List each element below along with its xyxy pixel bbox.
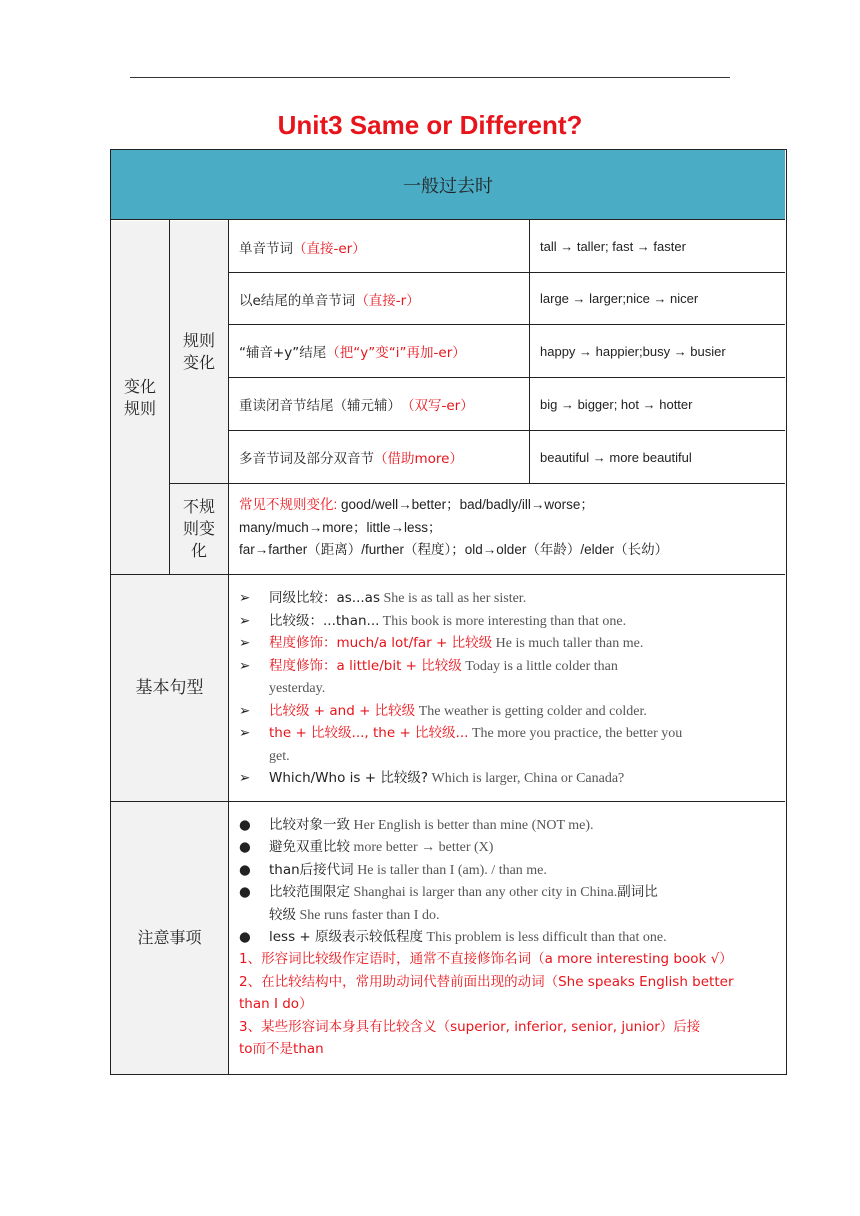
list-item: ● 避免双重比较 more better → better (X)	[239, 839, 494, 855]
notes-content: ● 比较对象一致 Her English is better than mine (NOT me). ● 避免双重比较 more better → better (X) ● than后接代词 He is taller than I (am). / than me. ● 比较范围限定 Shanghai is larger than any other city in China.副词比 较级 She runs faster than I do. ● less + 原级表示较低程度 This problem is less difficult than that one. 1、形容词比较级作定语时，通常不直接修饰名词（a more interesting book √） 2、在比较结构中，常用助动词代替前面出现的动词（She speaks English better than I do） 3、某些形容词本身具有比较含义（superior, inferior, senior, junior）后接 to而不是than	[229, 802, 785, 1074]
table-header: 一般过去时	[111, 150, 785, 220]
rule-row: 以e结尾的单音节词 （直接-r）	[239, 292, 420, 309]
patterns-label: 基本句型	[111, 575, 228, 801]
list-item: ➢ 程度修饰：a little/bit + 比较级 Today is a little colder than	[239, 658, 618, 674]
irregular-label: 不规 则变 化	[170, 484, 228, 574]
list-item: ● less + 原级表示较低程度 This problem is less difficult than that one.	[239, 929, 667, 945]
list-item: ➢ Which/Who is + 比较级? Which is larger, China or Canada?	[239, 770, 625, 786]
note-line: 1、形容词比较级作定语时，通常不直接修饰名词（a more interesting book √）	[239, 951, 733, 967]
note-line: to而不是than	[239, 1041, 324, 1057]
list-item: ● 比较范围限定 Shanghai is larger than any other city in China.副词比	[239, 884, 658, 900]
list-item: ● than后接代词 He is taller than I (am). / than me.	[239, 862, 547, 878]
list-item: ➢ 同级比较：as...as She is as tall as her sister.	[239, 590, 527, 606]
regular-label: 规则 变化	[170, 221, 228, 483]
grammar-table	[110, 149, 787, 1075]
rule-row: 单音节词 （直接-er）	[239, 240, 366, 257]
irregular-content: 常见不规则变化: good/well→better；bad/badly/ill→worse； many/much→more；little→less； far→farther（距离）/further（程度）；old→older（年龄）/elder（长幼）	[239, 497, 669, 557]
rule-example: beautiful → more beautiful	[540, 449, 692, 465]
rules-label: 变化 规则	[111, 221, 169, 574]
note-line: than I do）	[239, 996, 313, 1012]
list-item: ➢ 程度修饰：much/a lot/far + 比较级 He is much taller than me.	[239, 635, 644, 651]
list-item: ➢ 比较级：...than... This book is more interesting than that one.	[239, 613, 627, 629]
rule-example: tall → taller; fast → faster	[540, 239, 686, 254]
list-item: ➢ the + 比较级..., the + 比较级... The more you practice, the better you	[239, 725, 683, 741]
page-title: Unit3 Same or Different?	[277, 110, 583, 140]
rule-row: 重读闭音节结尾（辅元辅） （双写-er）	[239, 398, 474, 414]
rule-row: “辅音+y”结尾 （把“y”变“i”再加-er）	[239, 345, 466, 361]
list-item: ● 比较对象一致 Her English is better than mine (NOT me).	[239, 817, 594, 833]
rule-row: 多音节词及部分双音节 （借助more）	[239, 451, 463, 467]
top-rule	[130, 77, 730, 78]
notes-label: 注意事项	[111, 802, 228, 1074]
list-item: ➢ 比较级 + and + 比较级 The weather is getting colder and colder.	[239, 703, 647, 719]
rule-example: happy → happier;busy → busier	[540, 343, 726, 359]
rule-example: large → larger;nice → nicer	[540, 291, 699, 306]
patterns-content: ➢ 同级比较：as...as She is as tall as her sister. ➢ 比较级：...than... This book is more interesting than that one. ➢ 程度修饰：much/a lot/far + 比较级 He is much taller than me. ➢ 程度修饰：a little/bit + 比较级 Today is a little colder than yesterday. ➢ 比较级 + and + 比较级 The weather is getting colder and colder. ➢ the + 比较级..., the + 比较级... The more you practice, the better you get. ➢ Which/Who is + 比较级? Which is larger, China or Canada?	[229, 575, 785, 801]
note-line: 2、在比较结构中，常用助动词代替前面出现的动词（She speaks English better	[239, 974, 734, 990]
note-line: 3、某些形容词本身具有比较含义（superior, inferior, senior, junior）后接	[239, 1019, 701, 1035]
rule-example: big → bigger; hot → hotter	[540, 396, 693, 412]
